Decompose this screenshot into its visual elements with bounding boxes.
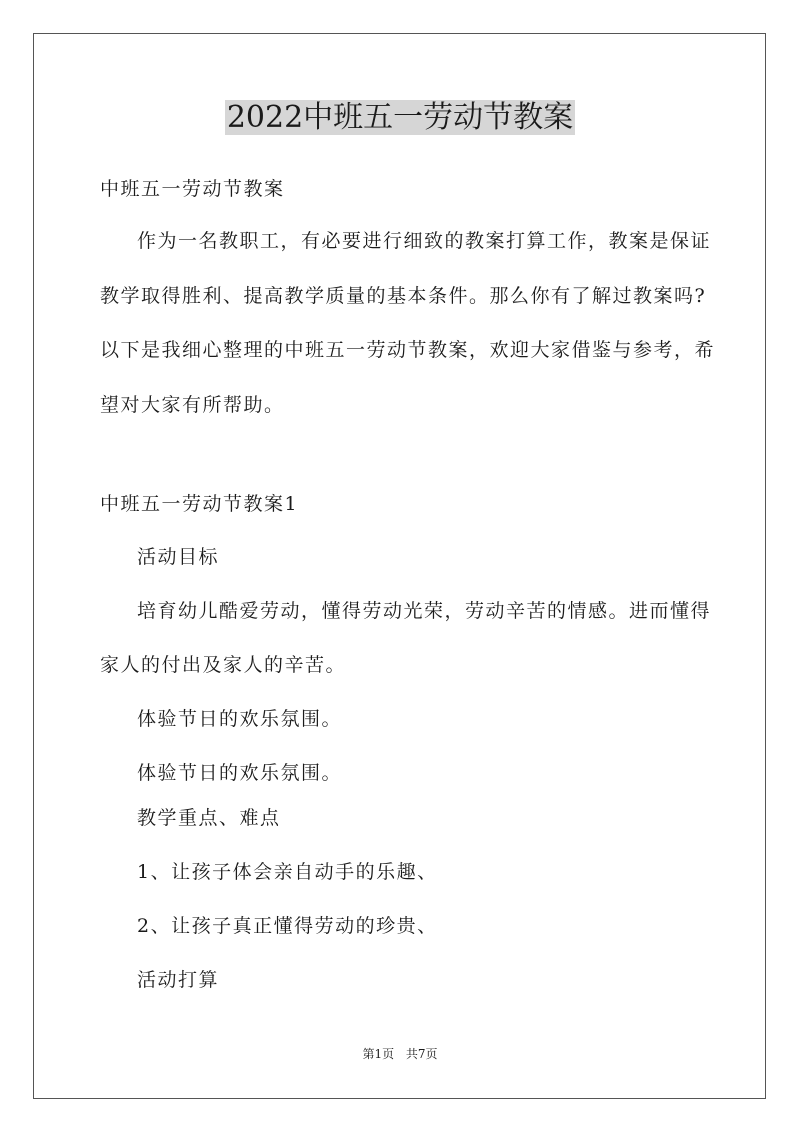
section-heading: 中班五一劳动节教案 [100, 178, 285, 200]
document-title [0, 98, 800, 138]
paragraph-line: 家人的付出及家人的辛苦。 [100, 654, 347, 676]
paragraph-line: 培育幼儿酷爱劳动，懂得劳动光荣，劳动辛苦的情感。进而懂得 [137, 600, 712, 622]
subheading: 活动目标 [137, 546, 220, 568]
paragraph-line: 作为一名教职工，有必要进行细致的教案打算工作，教案是保证 [137, 230, 712, 252]
paragraph-line: 体验节日的欢乐氛围。 [137, 708, 343, 730]
page-total: 共7页 [405, 1047, 438, 1061]
paragraph-line: 以下是我细心整理的中班五一劳动节教案，欢迎大家借鉴与参考，希 [100, 339, 716, 361]
subheading: 教学重点、难点 [137, 807, 281, 829]
page-number: 第1页 [362, 1047, 395, 1061]
paragraph-line: 望对大家有所帮助。 [100, 394, 285, 416]
page-footer [0, 1046, 800, 1062]
paragraph-line: 体验节日的欢乐氛围。 [137, 762, 343, 784]
paragraph-line: 教学取得胜利、提高教学质量的基本条件。那么你有了解过教案吗? [100, 285, 707, 307]
list-item: 2、让孩子真正懂得劳动的珍贵、 [137, 915, 438, 937]
section-heading: 中班五一劳动节教案1 [100, 493, 299, 515]
list-item: 1、让孩子体会亲自动手的乐趣、 [137, 861, 438, 883]
subheading: 活动打算 [137, 969, 220, 991]
document-title-text: 2022中班五一劳动节教案 [226, 100, 574, 135]
